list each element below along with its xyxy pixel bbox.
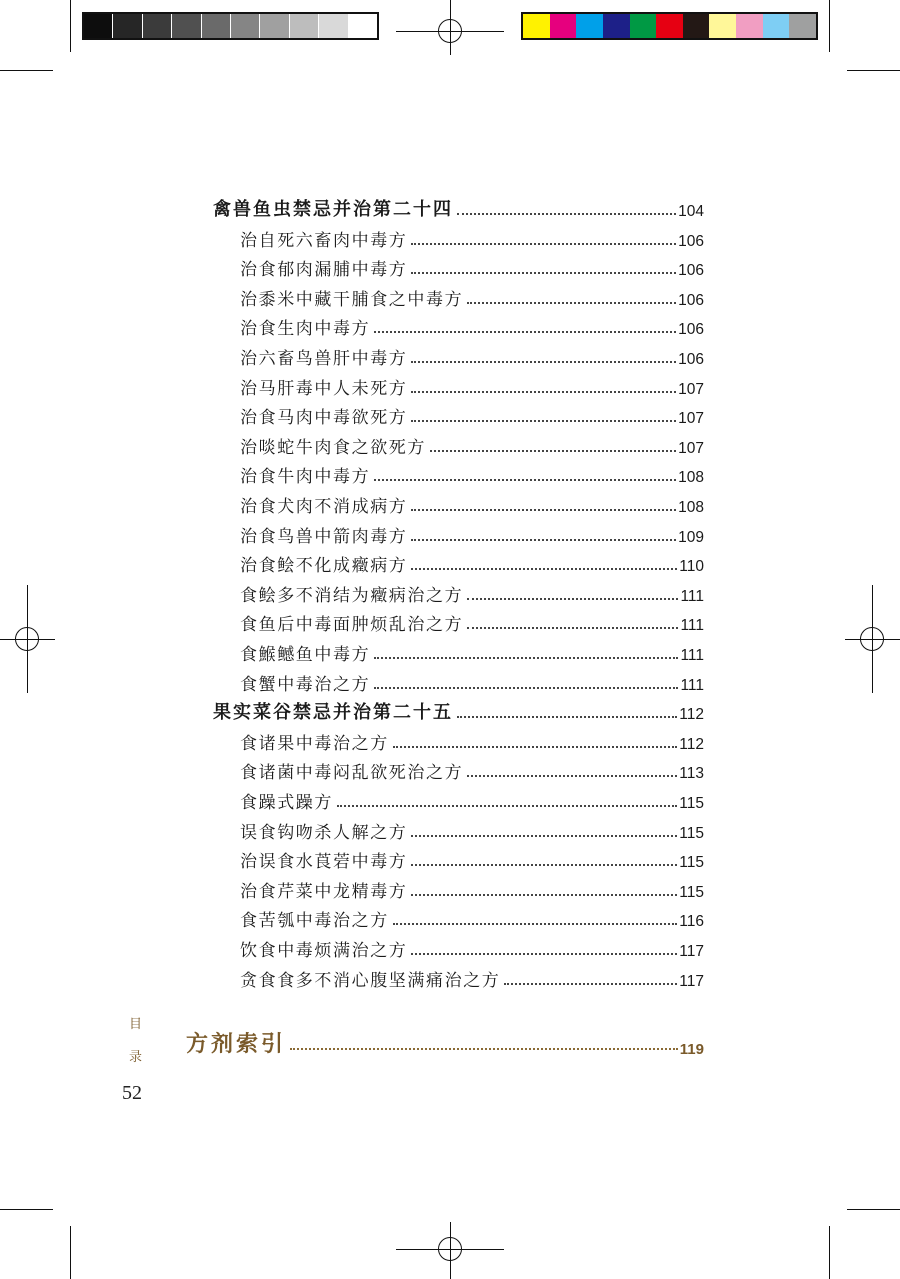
calibration-swatch <box>763 14 790 38</box>
toc-entry[interactable] <box>240 432 704 458</box>
toc-leader-dots <box>467 302 676 304</box>
calibration-swatch <box>789 14 816 38</box>
toc-entry[interactable] <box>240 225 704 251</box>
toc-leader-dots <box>411 894 677 896</box>
toc-leader-dots <box>411 509 676 511</box>
toc-entry-title: 贪食食多不消心腹坚满痛治之方 <box>240 970 501 991</box>
color-calibration-bar <box>521 12 818 40</box>
toc-entry-page: 113 <box>679 765 704 783</box>
toc-leader-dots <box>411 243 676 245</box>
toc-entry-page: 117 <box>679 943 704 960</box>
toc-leader-dots <box>467 775 677 777</box>
calibration-swatch <box>84 14 112 38</box>
toc-leader-dots <box>411 835 677 837</box>
toc-entry[interactable] <box>240 550 704 576</box>
calibration-swatch <box>709 14 736 38</box>
toc-entry[interactable] <box>240 343 704 369</box>
toc-leader-dots <box>393 746 677 748</box>
calibration-swatch <box>112 14 141 38</box>
calibration-swatch <box>576 14 603 38</box>
toc-leader-dots <box>467 627 678 629</box>
toc-entry-page: 112 <box>679 706 704 724</box>
toc-leader-dots <box>411 272 676 274</box>
toc-entry[interactable] <box>240 373 704 399</box>
toc-entry[interactable] <box>240 639 704 665</box>
toc-entry-page: 108 <box>678 499 704 516</box>
toc-entry[interactable] <box>240 580 704 606</box>
registration-circle <box>860 627 884 651</box>
crop-mark <box>847 1209 900 1210</box>
toc-entry-title: 治食生肉中毒方 <box>240 319 371 340</box>
crop-mark <box>0 1209 53 1210</box>
toc-entry[interactable] <box>240 935 704 961</box>
toc-leader-dots <box>411 420 676 422</box>
toc-index-page: 119 <box>679 1041 704 1058</box>
toc-leader-dots <box>411 539 676 541</box>
toc-leader-dots <box>411 568 677 570</box>
toc-leader-dots <box>290 1048 678 1050</box>
toc-leader-dots <box>430 450 676 452</box>
toc-entry-page: 109 <box>678 528 704 546</box>
toc-entry-title: 食蟹中毒治之方 <box>240 674 371 695</box>
side-label-mu: 目 <box>129 1017 143 1032</box>
toc-entry[interactable] <box>240 905 704 931</box>
toc-entry-title: 治食郁肉漏脯中毒方 <box>240 260 408 281</box>
toc-entry-title: 食鯸鳡鱼中毒方 <box>240 645 371 665</box>
toc-entry-page: 106 <box>678 291 704 309</box>
toc-leader-dots <box>504 983 677 985</box>
toc-leader-dots <box>374 479 676 481</box>
toc-leader-dots <box>411 953 677 955</box>
toc-entry-title: 食苦瓠中毒治之方 <box>240 911 389 932</box>
crop-mark <box>829 0 830 52</box>
toc-entry-page: 115 <box>679 883 704 901</box>
toc-entry-page: 111 <box>680 676 704 694</box>
toc-entry[interactable] <box>240 284 704 310</box>
toc-entry-title: 食诸果中毒治之方 <box>240 733 389 754</box>
toc-leader-dots <box>467 598 678 600</box>
toc-leader-dots <box>393 923 677 925</box>
crop-mark <box>847 70 900 71</box>
toc-entry[interactable] <box>240 521 704 547</box>
toc-entry-page: 116 <box>679 913 704 931</box>
toc-entry-title: 治食马肉中毒欲死方 <box>240 408 408 429</box>
calibration-swatch <box>348 14 377 38</box>
page-number: 52 <box>122 1082 142 1104</box>
toc-entry[interactable] <box>240 817 704 843</box>
toc-entry-title: 食鲙多不消结为癥病治之方 <box>240 585 464 606</box>
toc-entry[interactable] <box>240 254 704 280</box>
toc-entry-title: 食鱼后中毒面肿烦乱治之方 <box>240 615 464 636</box>
toc-entry-title: 治六畜鸟兽肝中毒方 <box>240 349 408 369</box>
toc-entry-title: 治食芹菜中龙精毒方 <box>240 881 408 902</box>
toc-entry[interactable] <box>240 728 704 754</box>
toc-entry[interactable] <box>240 491 704 517</box>
toc-chapter-24[interactable] <box>213 195 704 221</box>
toc-entry-page: 115 <box>679 824 704 842</box>
calibration-swatch <box>603 14 630 38</box>
toc-leader-dots <box>374 657 678 659</box>
registration-circle <box>15 627 39 651</box>
toc-entry-title: 治自死六畜肉中毒方 <box>240 230 408 251</box>
calibration-swatch <box>656 14 683 38</box>
toc-entry-page: 106 <box>678 262 704 280</box>
toc-entry[interactable] <box>240 787 704 813</box>
crop-mark <box>0 70 53 71</box>
crop-mark <box>70 0 71 52</box>
calibration-swatch <box>683 14 710 38</box>
toc-entry-title: 治食鸟兽中箭肉毒方 <box>240 526 408 547</box>
calibration-swatch <box>736 14 763 38</box>
toc-entry-page: 117 <box>679 972 704 990</box>
toc-entry[interactable] <box>240 609 704 635</box>
toc-entry-page: 115 <box>679 854 704 872</box>
toc-leader-dots <box>374 687 678 689</box>
toc-entry-page: 115 <box>679 795 704 812</box>
toc-leader-dots <box>411 391 676 393</box>
calibration-swatch <box>550 14 577 38</box>
registration-circle <box>438 19 462 43</box>
calibration-swatch <box>171 14 200 38</box>
toc-entry-page: 106 <box>678 232 704 250</box>
toc-entry-page: 111 <box>680 647 704 664</box>
toc-leader-dots <box>337 805 677 807</box>
toc-entry-page: 107 <box>678 380 704 398</box>
toc-entry-page: 111 <box>680 587 704 605</box>
side-label-lu: 录 <box>129 1050 143 1065</box>
toc-entry-title: 治黍米中藏干脯食之中毒方 <box>240 289 464 310</box>
toc-entry-page: 110 <box>679 558 704 576</box>
toc-leader-dots <box>411 864 677 866</box>
toc-entry-page: 112 <box>679 735 704 753</box>
toc-entry[interactable] <box>240 461 704 487</box>
toc-entry-title: 治食犬肉不消成病方 <box>240 497 408 517</box>
crop-mark <box>70 1226 71 1279</box>
toc-entry-page: 107 <box>678 410 704 428</box>
toc-entry[interactable] <box>240 965 704 991</box>
grayscale-calibration-bar <box>82 12 379 40</box>
calibration-swatch <box>289 14 318 38</box>
registration-circle <box>438 1237 462 1261</box>
toc-index-title: 方剂索引 <box>186 1031 287 1057</box>
toc-entry-title: 治食牛肉中毒方 <box>240 467 371 488</box>
toc-entry[interactable] <box>240 876 704 902</box>
toc-leader-dots <box>457 716 677 718</box>
toc-entry[interactable] <box>240 669 704 695</box>
toc-entry-title: 饮食中毒烦满治之方 <box>240 941 408 961</box>
toc-entry-title: 治误食水莨菪中毒方 <box>240 852 408 873</box>
toc-entry-title: 治食鲙不化成癥病方 <box>240 556 408 577</box>
calibration-swatch <box>318 14 347 38</box>
calibration-swatch <box>523 14 550 38</box>
calibration-swatch <box>630 14 657 38</box>
toc-entry-title: 食躁式躁方 <box>240 793 333 813</box>
calibration-swatch <box>201 14 230 38</box>
calibration-swatch <box>230 14 259 38</box>
toc-chapter-25[interactable] <box>213 698 704 724</box>
toc-entry-page: 106 <box>678 321 704 339</box>
toc-entry[interactable] <box>240 846 704 872</box>
calibration-swatch <box>259 14 288 38</box>
calibration-swatch <box>142 14 171 38</box>
crop-mark <box>829 1226 830 1279</box>
toc-entry-title: 禽兽鱼虫禁忌并治第二十四 <box>213 199 453 220</box>
toc-entry-page: 111 <box>680 617 704 635</box>
toc-entry-page: 106 <box>678 351 704 368</box>
toc-entry-title: 误食钩吻杀人解之方 <box>240 822 408 843</box>
toc-entry-title: 治啖蛇牛肉食之欲死方 <box>240 437 426 458</box>
toc-entry-title: 治马肝毒中人未死方 <box>240 378 408 399</box>
toc-entry-page: 104 <box>678 203 704 220</box>
toc-leader-dots <box>457 213 676 215</box>
toc-entry[interactable] <box>240 313 704 339</box>
toc-entry[interactable] <box>240 757 704 783</box>
toc-entry[interactable] <box>240 402 704 428</box>
toc-entry-title: 果实菜谷禁忌并治第二十五 <box>213 702 453 724</box>
toc-entry-title: 食诸菌中毒闷乱欲死治之方 <box>240 763 464 784</box>
toc-leader-dots <box>411 361 676 363</box>
toc-leader-dots <box>374 331 676 333</box>
toc-entry-page: 108 <box>678 469 704 487</box>
toc-entry-page: 107 <box>678 439 704 457</box>
toc-index-entry[interactable] <box>186 1026 704 1058</box>
